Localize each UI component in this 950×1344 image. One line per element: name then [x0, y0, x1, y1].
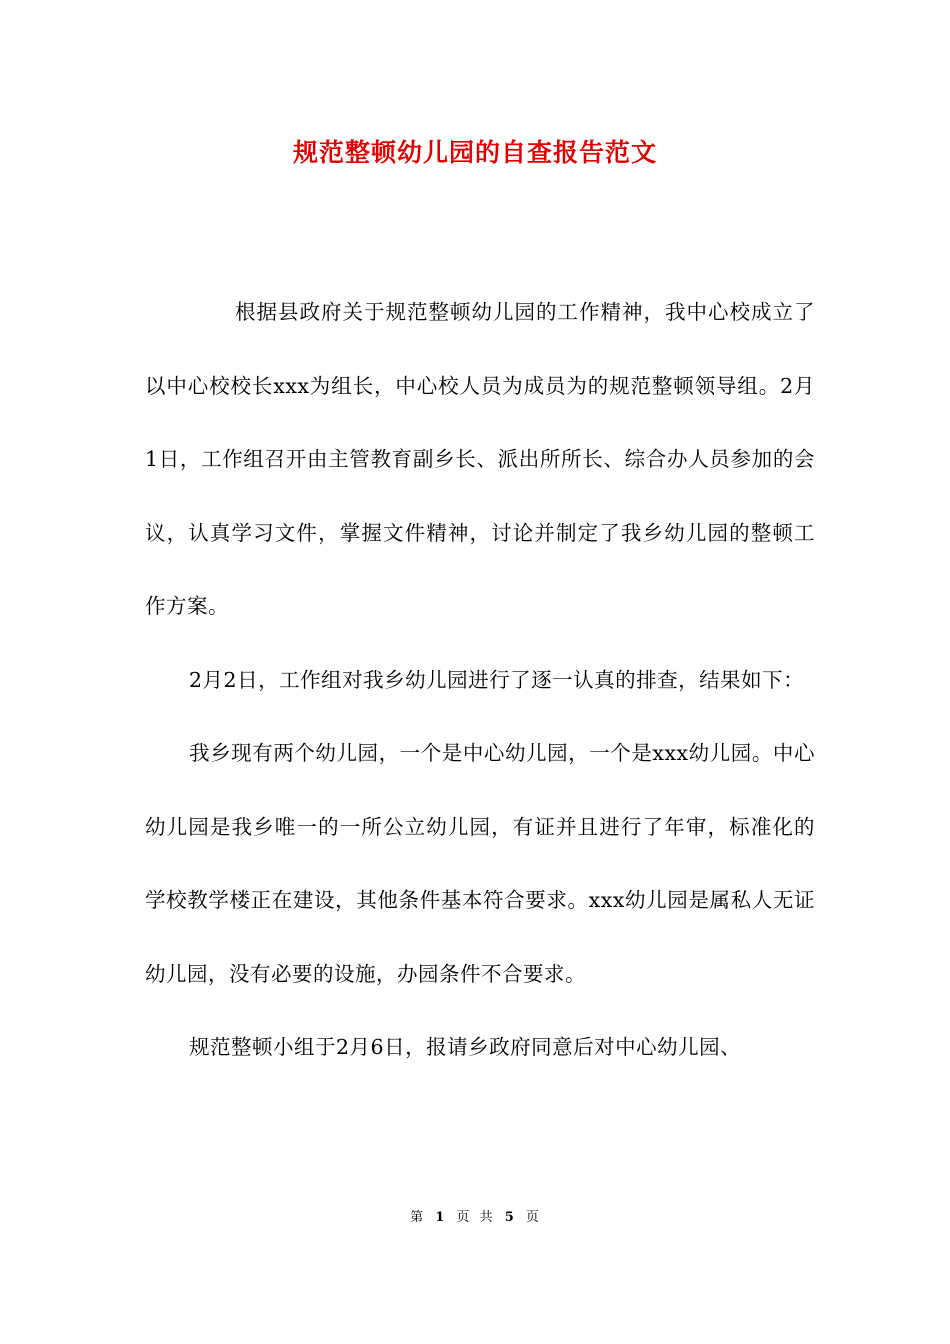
paragraph-3: 我乡现有两个幼儿园，一个是中心幼儿园，一个是xxx幼儿园。中心幼儿园是我乡唯一的一所公立幼儿园，有证并且进行了年审，标准化的学校教学楼正在建设，其他条件基本符合要求。xxx幼儿园是属私人无证幼儿园，没有必要的设施，办园条件不合要求。: [145, 741, 815, 986]
footer-total-pages: 5: [504, 1210, 515, 1225]
paragraph-1: 根据县政府关于规范整顿幼儿园的工作精神，我中心校成立了以中心校校长xxx为组长，中心校人员为成员为的规范整顿领导组。2月1日，工作组召开由主管教育副乡长、派出所所长、综合办人员参加的会议，认真学习文件，掌握文件精神，讨论并制定了我乡幼儿园的整顿工作方案。: [145, 300, 815, 618]
footer-current-page: 1: [435, 1210, 446, 1225]
paragraph-4: 规范整顿小组于2月6日，报请乡政府同意后对中心幼儿园、: [189, 1035, 742, 1059]
footer-suffix: 页: [525, 1210, 540, 1225]
footer-total-word: 共: [479, 1210, 494, 1225]
document-body: [145, 276, 815, 1085]
paragraph-2: 2月2日，工作组对我乡幼儿园进行了逐一认真的排查，结果如下：: [189, 667, 805, 692]
document-title: 规范整顿幼儿园的自查报告范文: [292, 138, 657, 167]
footer-prefix: 第: [410, 1210, 425, 1225]
page-footer: [0, 1208, 950, 1228]
footer-page-word: 页: [456, 1210, 471, 1225]
